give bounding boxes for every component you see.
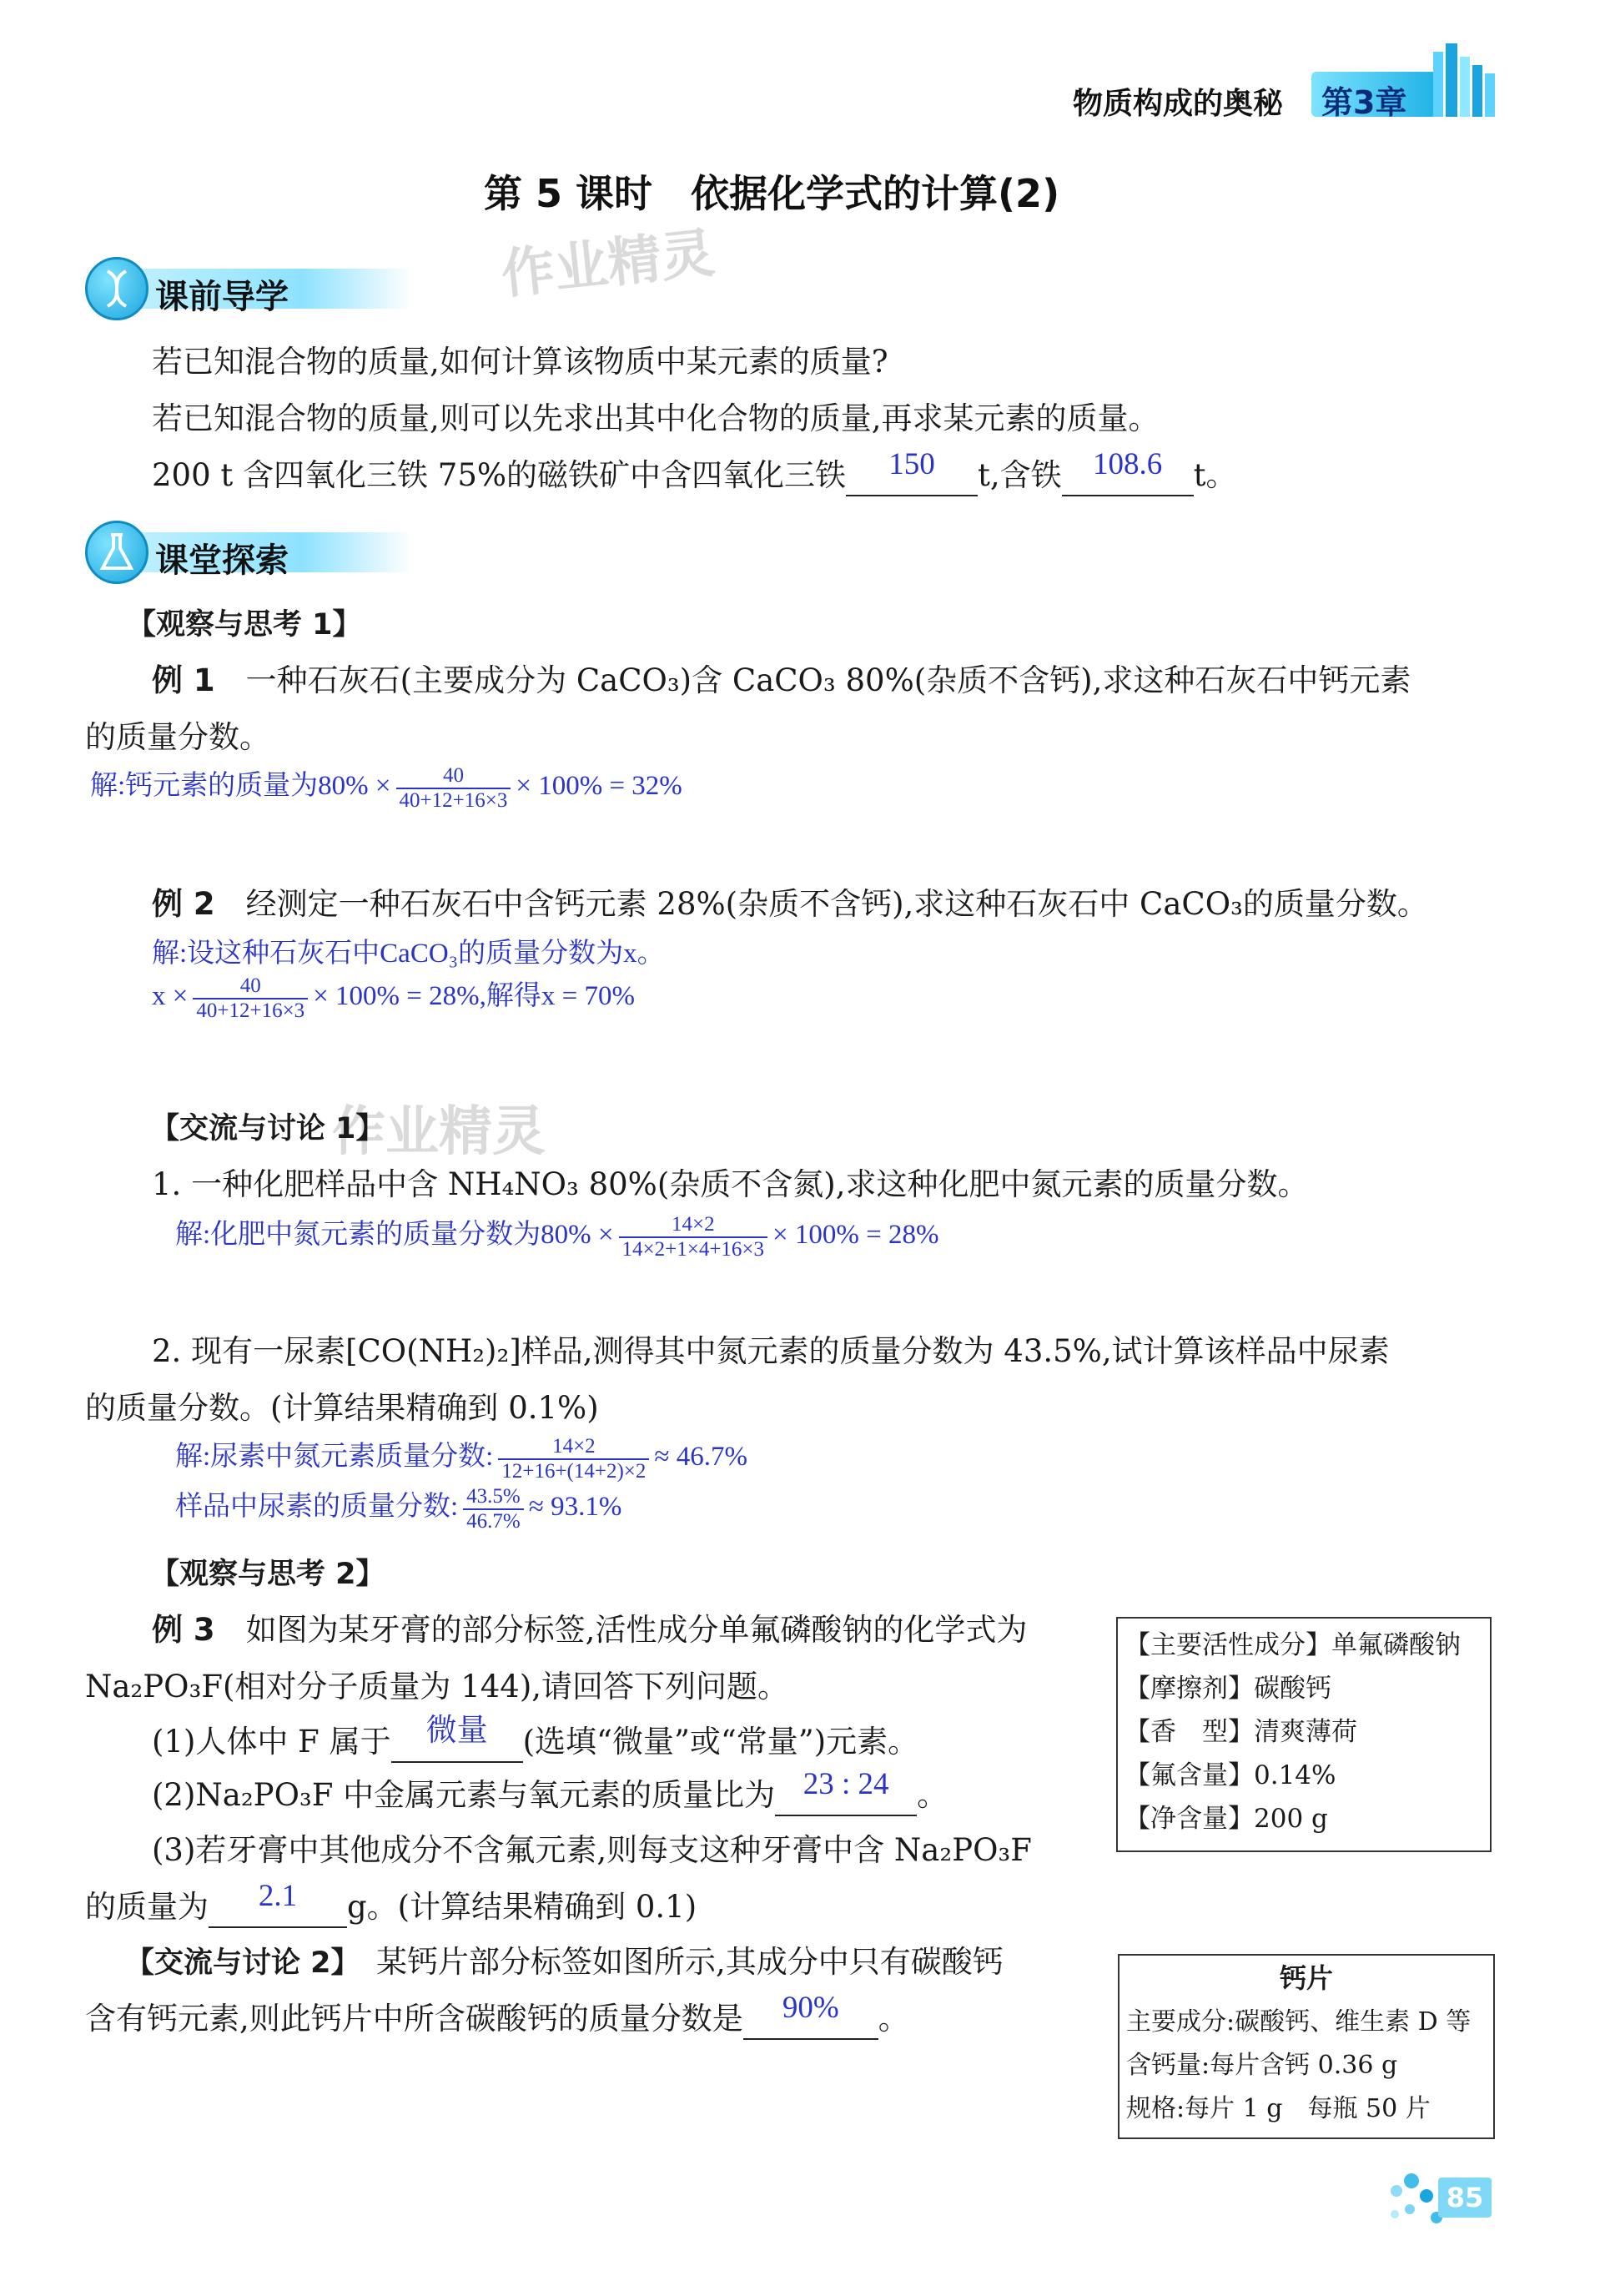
calcium-label (1118, 1954, 1495, 2139)
example-1: 例 1 一种石灰石(主要成分为 CaCO₃)含 CaCO₃ 80%(杂质不含钙),求这种石灰石中钙元素 (152, 662, 1411, 698)
page-number: 85 (1438, 2178, 1492, 2218)
book-spines-icon (1433, 43, 1497, 117)
section-heading-preview (85, 257, 435, 317)
chapter-badge-label: 第3章 (1321, 84, 1407, 121)
example-1-cont: 的质量分数。 (85, 719, 270, 755)
observe-think-2: 【观察与思考 2】 (150, 1558, 385, 1591)
solution-5: 样品中尿素的质量分数: $\frac{43.5\%}{46.7\%}$ ≈ 93.1% (175, 1485, 622, 1533)
question-2: 2. 现有一尿素[CO(NH₂)₂]样品,测得其中氮元素的质量分数为 43.5%,试计算该样品中尿素 (152, 1333, 1390, 1369)
preview-exercise: 200 t 含四氧化三铁 75%的磁铁矿中含四氧化三铁 150 t,含铁 108.6 t。 (152, 457, 1237, 496)
example-3-q3-cont: 的质量为 2.1 g。(计算结果精确到 0.1) (85, 1889, 697, 1928)
discussion-1: 【交流与讨论 1】 (150, 1112, 385, 1145)
example-3: 例 3 如图为某牙膏的部分标签,活性成分单氟磷酸钠的化学式为 (152, 1612, 1028, 1648)
label-row: 【净含量】200 g (1125, 1804, 1328, 1834)
example-3-cont: Na₂PO₃F(相对分子质量为 144),请回答下列问题。 (85, 1669, 789, 1704)
chapter-title: 物质构成的奥秘 (1073, 87, 1284, 121)
question-1: 1. 一种化肥样品中含 NH₄NO₃ 80%(杂质不含氮),求这种化肥中氮元素的质量分数。 (152, 1166, 1309, 1202)
watermark: 作业精灵 (498, 222, 717, 307)
discussion-2-cont: 含有钙元素,则此钙片中所含碳酸钙的质量分数是 90% 。 (85, 2001, 909, 2040)
answer-percent: 90% (782, 1991, 839, 2025)
section-heading-label: 课堂探索 (155, 541, 289, 580)
chapter-badge (1311, 72, 1436, 121)
example-3-q1: (1)人体中 F 属于 微量 (选填“微量”或“常量”)元素。 (152, 1724, 918, 1763)
watermark: 作业精灵 (332, 1101, 546, 1163)
example-3-q3: (3)若牙膏中其他成分不含氟元素,则每支这种牙膏中含 Na₂PO₃F (152, 1832, 1032, 1868)
flask-icon (85, 521, 148, 584)
label-row: 主要成分:碳酸钙、维生素 D 等 (1126, 2007, 1472, 2037)
answer-mass: 2.1 (258, 1879, 298, 1913)
toothpaste-label (1116, 1617, 1492, 1852)
dna-icon (85, 257, 148, 320)
solution-2-line2: x × $\frac{40}{40+12+16\times 3}$ × 100% = 28%,解得x = 70% (152, 974, 635, 1022)
section-heading-explore (85, 521, 435, 581)
example-3-q2: (2)Na₂PO₃F 中金属元素与氧元素的质量比为 23 : 24 。 (152, 1777, 948, 1816)
example-2: 例 2 经测定一种石灰石中含钙元素 28%(杂质不含钙),求这种石灰石中 CaCO₃的质量分数。 (152, 886, 1428, 922)
calcium-label-title: 钙片 (1279, 1962, 1333, 1994)
answer-ratio: 23 : 24 (803, 1767, 889, 1801)
label-row: 【摩擦剂】碳酸钙 (1125, 1674, 1331, 1704)
preview-answer: 若已知混合物的质量,则可以先求出其中化合物的质量,再求某元素的质量。 (152, 400, 1160, 436)
label-row: 【香 型】清爽薄荷 (1125, 1717, 1357, 1747)
solution-4: 解:尿素中氮元素质量分数: $\frac{14\times 2}{12+16+(14+2)\times 2}$ ≈ 46.7% (175, 1435, 747, 1483)
observe-think-1: 【观察与思考 1】 (127, 608, 362, 642)
solution-2-line1: 解:设这种石灰石中CaCO₃的质量分数为x。 (152, 939, 665, 969)
section-heading-label: 课前导学 (155, 278, 289, 316)
question-2-cont: 的质量分数。(计算结果精确到 0.1%) (85, 1390, 599, 1426)
label-row: 【主要活性成分】单氟磷酸钠 (1125, 1630, 1461, 1660)
label-row: 【氟含量】0.14% (1125, 1760, 1336, 1790)
preview-question: 若已知混合物的质量,如何计算该物质中某元素的质量? (152, 344, 888, 380)
solution-1: 解:钙元素的质量为80% × $\frac{40}{40+12+16\times 3}$ × 100% = 32% (90, 764, 682, 812)
page-title: 第 5 课时 依据化学式的计算(2) (484, 171, 1060, 216)
answer-fe3o4: 150 (888, 447, 935, 481)
label-row: 含钙量:每片含钙 0.36 g (1126, 2051, 1398, 2080)
answer-iron: 108.6 (1093, 447, 1163, 481)
solution-3: 解:化肥中氮元素的质量分数为80% × $\frac{14\times 2}{14\times 2+1\times 4+16\times 3}$ × 100% = 28% (175, 1213, 939, 1261)
answer-trace: 微量 (425, 1714, 488, 1748)
discussion-2: 【交流与讨论 2】 某钙片部分标签如图所示,其成分中只有碳酸钙 (125, 1944, 1004, 1980)
label-row: 规格:每片 1 g 每瓶 50 片 (1126, 2094, 1431, 2123)
